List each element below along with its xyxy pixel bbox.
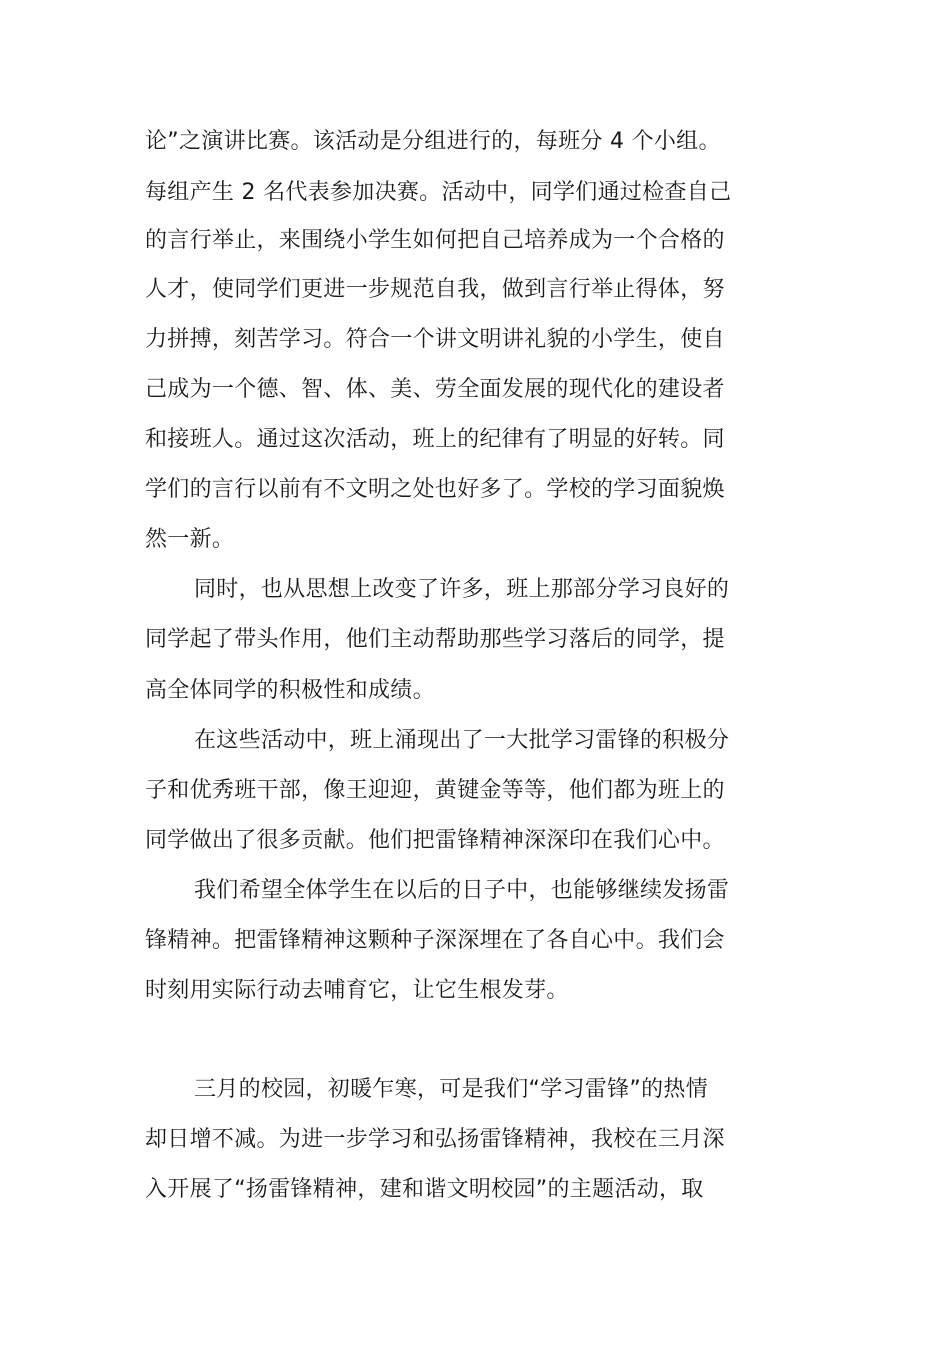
text-line: 然一新。 bbox=[145, 527, 235, 552]
text-line: 的言行举止，来围绕小学生如何把自己培养成为一个合格的 bbox=[145, 228, 725, 253]
text-line: 己成为一个德、智、体、美、劳全面发展的现代化的建设者 bbox=[145, 377, 725, 402]
text-line: 入开展了“扬雷锋精神，建和谐文明校园”的主题活动，取 bbox=[145, 1177, 704, 1202]
text-line: 子和优秀班干部，像王迎迎，黄键金等等，他们都为班上的 bbox=[145, 778, 725, 803]
text-line: 同时，也从思想上改变了许多，班上那部分学习良好的 bbox=[194, 577, 730, 602]
text-line: 力拼搏，刻苦学习。符合一个讲文明讲礼貌的小学生，使自 bbox=[145, 327, 725, 352]
text-line: 人才，使同学们更进一步规范自我，做到言行举止得体，努 bbox=[145, 277, 725, 302]
text-line: 却日增不减。为进一步学习和弘扬雷锋精神，我校在三月深 bbox=[145, 1127, 725, 1152]
text-line: 和接班人。通过这次活动，班上的纪律有了明显的好转。同 bbox=[145, 427, 725, 452]
text-line: 同学起了带头作用，他们主动帮助那些学习落后的同学，提 bbox=[145, 627, 725, 652]
text-line: 论”之演讲比赛。该活动是分组进行的，每班分 4 个小组。 bbox=[145, 129, 721, 154]
text-line: 三月的校园，初暖乍寒，可是我们“学习雷锋”的热情 bbox=[194, 1077, 708, 1102]
text-line: 同学做出了很多贡献。他们把雷锋精神深深印在我们心中。 bbox=[145, 828, 725, 853]
text-line: 锋精神。把雷锋精神这颗种子深深埋在了各自心中。我们会 bbox=[145, 928, 725, 953]
text-line: 时刻用实际行动去哺育它，让它生根发芽。 bbox=[145, 978, 569, 1003]
text-line: 每组产生 2 名代表参加决赛。活动中，同学们通过检查自己 bbox=[145, 180, 732, 205]
text-line: 我们希望全体学生在以后的日子中，也能够继续发扬雷 bbox=[194, 878, 730, 903]
text-line: 高全体同学的积极性和成绩。 bbox=[145, 678, 435, 703]
text-line: 学们的言行以前有不文明之处也好多了。学校的学习面貌焕 bbox=[145, 477, 725, 502]
text-line: 在这些活动中，班上涌现出了一大批学习雷锋的积极分 bbox=[194, 728, 730, 753]
